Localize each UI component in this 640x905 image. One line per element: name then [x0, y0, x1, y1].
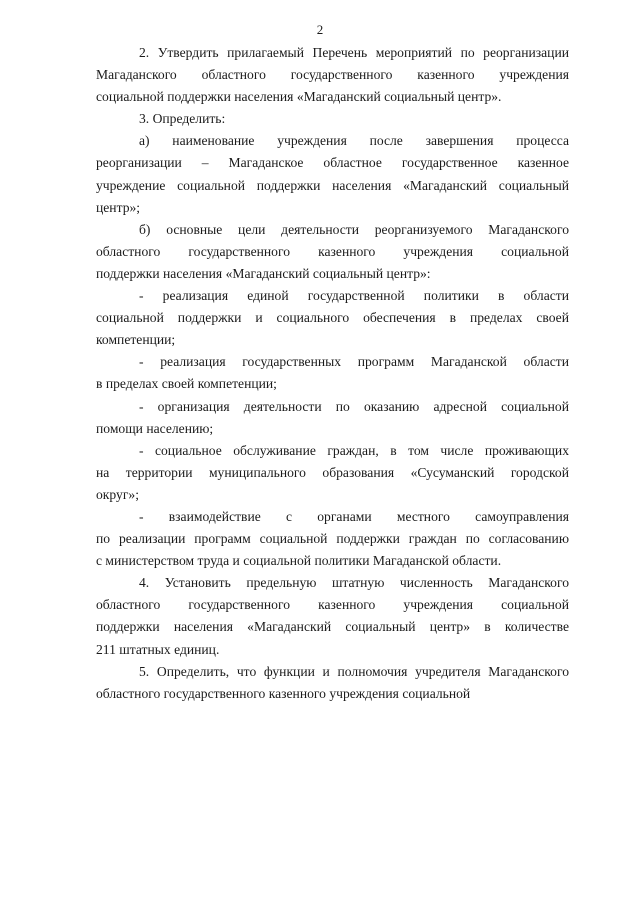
paragraph-line: областного государственного казенного учреждения социальной [96, 243, 569, 259]
paragraph-line: областного государственного казенного учреждения социальной [96, 597, 569, 613]
paragraph-line: на территории муниципального образования «Сусуманский городской [96, 464, 569, 480]
paragraph-line: 2. Утвердить прилагаемый Перечень мероприятий по реорганизации [139, 45, 569, 60]
paragraph-line: с министерством труда и социальной политики Магаданской области. [96, 553, 502, 569]
paragraph-line: областного государственного казенного учреждения социальной [96, 685, 471, 701]
paragraph-line: 5. Определить, что функции и полномочия учредителя Магаданского [139, 663, 569, 679]
paragraph-p3b4 [96, 440, 569, 506]
paragraph-line: учреждение социальной поддержки населения «Магаданский социальный [96, 177, 569, 193]
paragraph-line: социальной поддержки и социального обеспечения в пределах своей [96, 310, 569, 326]
paragraph-p3b5 [96, 506, 569, 572]
page-number: 2 [316, 22, 324, 37]
paragraph-line: социальной поддержки населения «Магаданский социальный центр». [96, 89, 502, 105]
paragraph-line: поддержки населения «Магаданский социальный центр» в количестве [96, 619, 569, 635]
paragraph-p3b [96, 219, 569, 285]
paragraph-line: округ»; [96, 486, 139, 502]
paragraph-line: реорганизации – Магаданское областное государственное казенное [96, 155, 569, 171]
paragraph-line: - реализация единой государственной политики в области [139, 288, 569, 304]
paragraph-line: Магаданского областного государственного казенного учреждения [96, 67, 569, 83]
paragraph-line: компетенции; [96, 332, 176, 348]
paragraph-p2 [96, 42, 569, 108]
paragraph-p3b1 [96, 285, 569, 351]
paragraph-line: 3. Определить: [139, 111, 226, 127]
paragraph-p3a [96, 130, 569, 218]
paragraph-p4 [96, 572, 569, 660]
paragraph-line: поддержки населения «Магаданский социальный центр»: [96, 265, 431, 281]
paragraph-line: - взаимодействие с органами местного самоуправления [139, 508, 569, 524]
paragraph-p3b3 [96, 396, 569, 440]
paragraph-line: - социальное обслуживание граждан, в том числе проживающих [139, 442, 569, 458]
paragraph-p3b2 [96, 351, 569, 395]
paragraph-line: б) основные цели деятельности реорганизуемого Магаданского [139, 221, 569, 237]
paragraph-line: 4. Установить предельную штатную численность Магаданского [139, 575, 569, 591]
paragraph-line: по реализации программ социальной поддержки граждан по согласованию [96, 531, 569, 547]
paragraph-line: а) наименование учреждения после завершения процесса [139, 133, 569, 149]
paragraph-line: - организация деятельности по оказанию адресной социальной [139, 398, 569, 414]
paragraph-line: 211 штатных единиц. [96, 641, 220, 657]
paragraph-line: помощи населению; [96, 420, 214, 436]
paragraph-line: центр»; [96, 199, 141, 215]
paragraph-p3 [96, 108, 569, 130]
paragraph-line: - реализация государственных программ Магаданской области [139, 354, 569, 370]
document-body [96, 42, 569, 705]
paragraph-p5 [96, 661, 569, 705]
paragraph-line: в пределах своей компетенции; [96, 376, 277, 392]
